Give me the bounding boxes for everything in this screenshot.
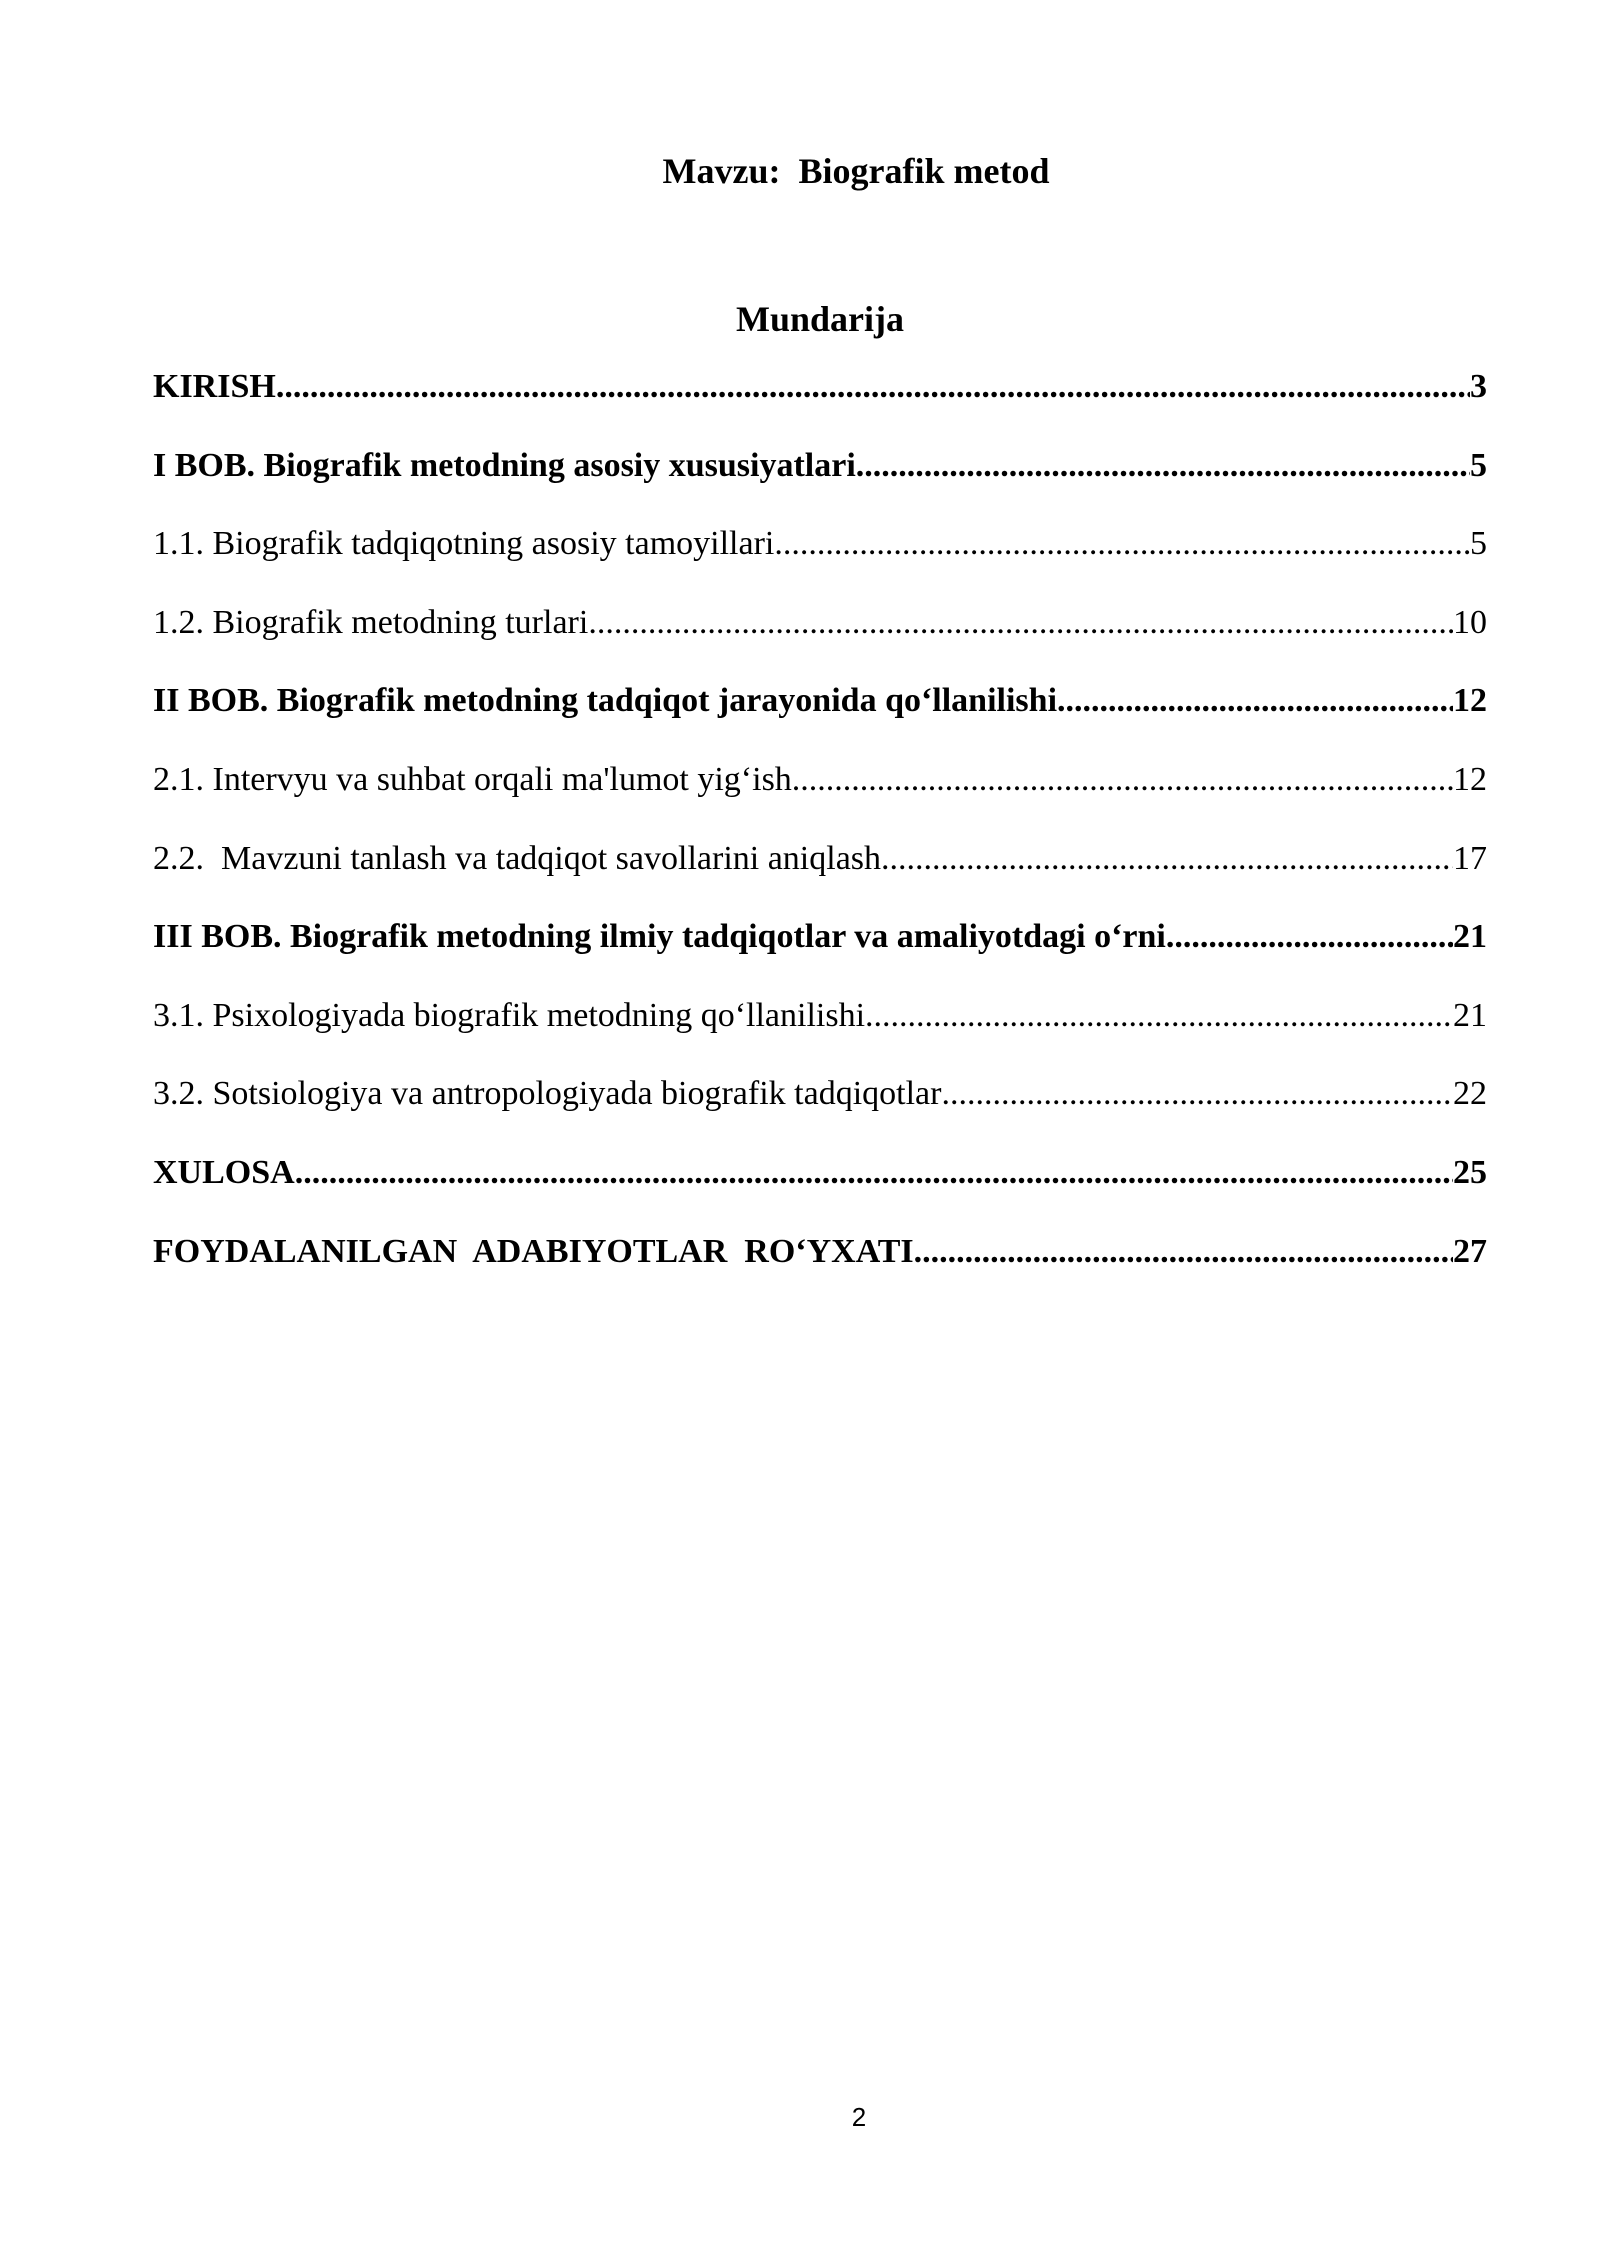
toc-entry-page: 22 [1453,1075,1487,1113]
toc-entry-section-2-2[interactable] [153,834,1487,913]
toc-entry-page: 10 [1453,603,1487,641]
toc-entry-chapter-1[interactable] [153,441,1487,520]
toc-entry-label: 3.1. Psixologiyada biografik metodning qo‘llanilishi [153,996,866,1034]
toc-entry-section-1-1[interactable] [153,519,1487,598]
toc-entry-page: 5 [1470,525,1487,563]
toc-leader-dots [588,598,1453,648]
toc-leader-dots [295,1148,1453,1198]
toc-entry-label: 1.1. Biografik tadqiqotning asosiy tamoyillari [153,525,775,563]
toc-entry-label: II BOB. Biografik metodning tadqiqot jarayonida qo‘llanilishi [153,682,1058,720]
toc-entry-label: 2.2. Mavzuni tanlash va tadqiqot savollarini aniqlash [153,839,882,877]
toc-leader-dots [792,755,1453,805]
toc-entry-page: 5 [1470,446,1487,484]
toc-leader-dots [881,834,1453,884]
document-topic: Mavzu: Biografik metod [662,151,1050,191]
toc-leader-dots [941,1069,1453,1119]
toc-entry-references[interactable] [153,1227,1487,1306]
toc-entry-label: I BOB. Biografik metodning asosiy xususiyatlari [153,446,856,484]
toc-entry-label: III BOB. Biografik metodning ilmiy tadqiqotlar va amaliyotdagi o‘rni [153,918,1166,956]
toc-entry-page: 25 [1453,1153,1487,1191]
toc-entry-section-1-2[interactable] [153,598,1487,677]
toc-leader-dots [774,519,1470,569]
toc-leader-dots [865,991,1453,1041]
toc-entry-page: 12 [1453,760,1487,798]
toc-leader-dots [276,362,1470,412]
page-number: 2 [851,2102,867,2132]
toc-entry-label: XULOSA [153,1153,295,1191]
table-of-contents [153,362,1487,1305]
toc-entry-label: FOYDALANILGAN ADABIYOTLAR RO‘YXATI [153,1232,914,1270]
toc-entry-kirish[interactable] [153,362,1487,441]
toc-entry-page: 12 [1453,682,1487,720]
toc-entry-page: 21 [1453,918,1487,956]
toc-entry-label: KIRISH [153,368,276,405]
toc-leader-dots [1166,912,1453,962]
toc-entry-page: 21 [1453,996,1487,1034]
toc-leader-dots [914,1227,1453,1277]
toc-entry-chapter-2[interactable] [153,676,1487,755]
toc-entry-chapter-3[interactable] [153,912,1487,991]
toc-entry-label: 3.2. Sotsiologiya va antropologiyada biografik tadqiqotlar [153,1075,942,1113]
toc-leader-dots [1057,676,1453,726]
toc-entry-page: 27 [1453,1232,1487,1270]
toc-entry-label: 2.1. Intervyu va suhbat orqali ma'lumot yig‘ish [153,760,792,798]
toc-leader-dots [856,441,1470,491]
toc-entry-page: 17 [1453,839,1487,877]
toc-entry-page: 3 [1470,368,1487,405]
toc-title: Mundarija [735,299,904,339]
toc-entry-section-3-2[interactable] [153,1069,1487,1148]
toc-entry-section-3-1[interactable] [153,991,1487,1070]
toc-entry-section-2-1[interactable] [153,755,1487,834]
toc-entry-label: 1.2. Biografik metodning turlari [153,603,589,641]
toc-entry-xulosa[interactable] [153,1148,1487,1227]
